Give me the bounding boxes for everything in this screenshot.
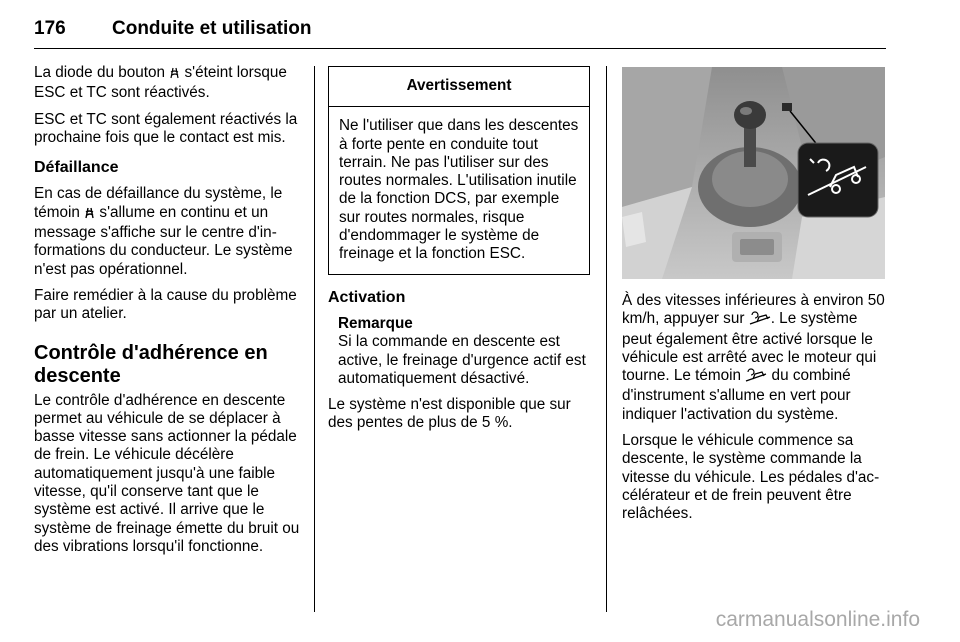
note-box: [338, 315, 594, 388]
esc-fault-icon: [84, 206, 95, 224]
page-number: 176: [34, 18, 66, 39]
paragraph-activation-speed: À des vitesses inférieures à environ 50 km/h, appuyer sur . Le système peut également être activé lorsque le véhicule est arrêté avec le moteur qui tourne. Le témoin du combiné d'instrument s'allume en vert pour indiquer l'activation du système.: [622, 292, 885, 423]
warning-box: [328, 66, 590, 275]
paragraph-description: Le contrôle d'adhérence en descente permet au véhicule de se déplacer à basse vitesse sans actionner la pédale de frein. Le véhicule décélère automatiquement jusqu'à une faible vitesse, qu'il conserve tant que le système est activé. Il arrive que le système de freinage émette du bruit ou des vibrations lorsqu'il fonctionne.: [34, 391, 300, 555]
dashboard-illustration: [622, 67, 885, 279]
heading-defaillance: Défaillance: [34, 159, 119, 177]
warning-text: Ne l'utiliser que dans les descentes à forte pente en conduite tout terrain. Ne pas l'utiliser sur des routes normales. L'utilisation inutile de la fonction DCS, par exemple sur routes normales, risque d'endommager le système de freinage et la fonction ESC.: [339, 117, 579, 263]
paragraph-reactivation: ESC et TC sont également réactivés la prochaine fois que le contact est mis.: [34, 110, 298, 146]
header-rule: [34, 48, 886, 49]
hill-descent-button-icon: [749, 311, 771, 330]
paragraph-workshop: Faire remédier à la cause du problème par un atelier.: [34, 286, 297, 323]
column-divider-2: [606, 66, 607, 612]
page-header: [34, 10, 886, 50]
paragraph-failure: En cas de défaillance du système, le témoin s'allume en continu et un message s'affiche sur le centre d'informations du conducteur. Le système n'est pas opérationnel.: [34, 185, 293, 278]
note-text: Si la commande en descente est active, le freinage d'urgence actif est automatiquement désactivé.: [338, 333, 586, 387]
heading-activation: Activation: [328, 288, 406, 306]
column-left: [34, 64, 300, 564]
paragraph-descent-control: Lorsque le véhicule commence sa descente, le système commande la vitesse du véhicule. Les pédales d'accélérateur et de frein peuvent être relâchées.: [622, 432, 880, 523]
column-divider-1: [314, 66, 315, 612]
section-title: Contrôle d'adhérence en descente: [34, 341, 268, 387]
chapter-title: Conduite et utilisation: [112, 18, 312, 39]
warning-title: Avertissement: [329, 67, 589, 107]
column-right: [622, 292, 890, 532]
watermark: carmanualsonline.info: [715, 608, 920, 631]
note-title: Remarque: [338, 314, 413, 332]
hill-descent-indicator-icon: [745, 368, 767, 387]
column-middle: [328, 64, 594, 441]
paragraph-led-off: La diode du bouton s'éteint lorsque ESC et TC sont réactivés.: [34, 64, 287, 102]
esc-off-icon: [169, 66, 180, 84]
paragraph-availability: Le système n'est disponible que sur des pentes de plus de 5 %.: [328, 396, 571, 432]
